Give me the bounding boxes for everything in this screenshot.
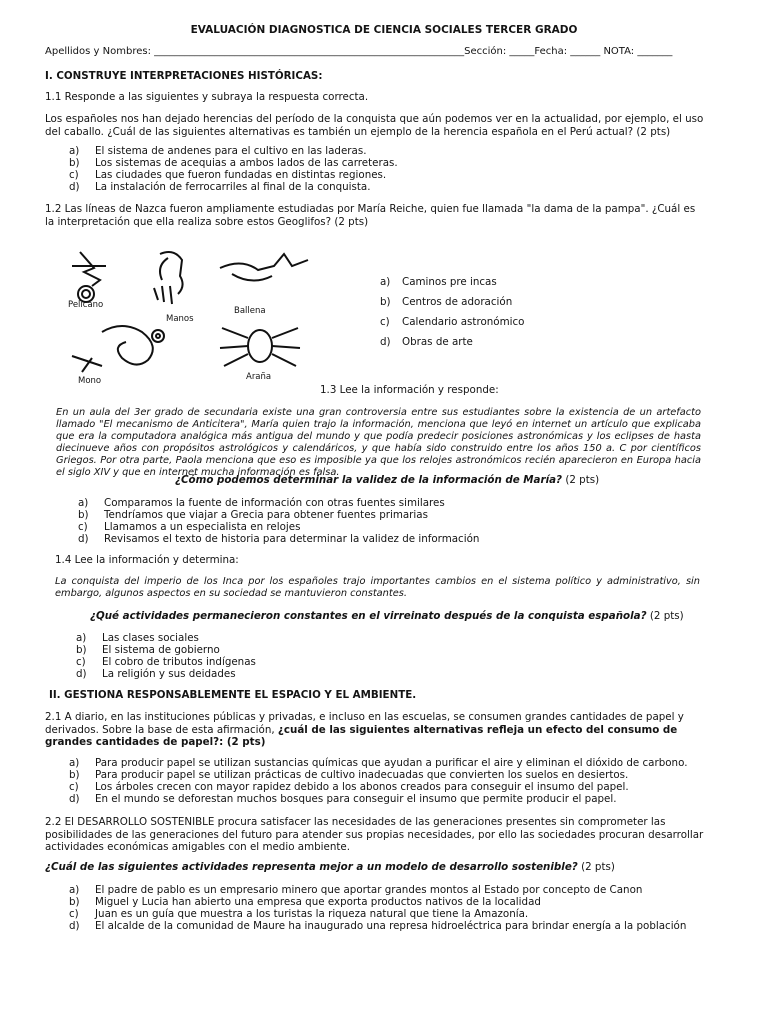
option-item[interactable]: b) Miguel y Lucia han abierto una empresa que exporta productos nativos de la localidad: [69, 896, 541, 909]
option-item[interactable]: c) Calendario astronómico: [380, 316, 525, 328]
option-item[interactable]: b) Tendríamos que viajar a Grecia para obtener fuentes primarias: [78, 509, 428, 522]
q1-2-options: [380, 276, 524, 356]
q2-2-options: [69, 884, 729, 933]
figure-label-manos: Manos: [166, 314, 194, 324]
q1-4-options: [76, 632, 716, 681]
option-item[interactable]: b) Los sistemas de acequias a ambos lados de las carreteras.: [69, 157, 398, 170]
option-item[interactable]: d) La religión y sus deidades: [76, 668, 236, 681]
option-item[interactable]: c) Los árboles crecen con mayor rapidez debido a los abonos creados para conseguir el insumo del papel.: [69, 781, 629, 794]
nazca-figure: [62, 246, 312, 388]
option-item[interactable]: a) El padre de pablo es un empresario minero que aportar grandes montos al Estado por concepto de Canon: [69, 884, 643, 896]
option-item[interactable]: d) El alcalde de la comunidad de Maure ha inaugurado una represa hidroeléctrica para brindar energía a la población: [69, 920, 687, 933]
option-item[interactable]: c) El cobro de tributos indígenas: [76, 656, 256, 669]
q1-4-question: ¿Qué actividades permanecieron constantes en el virreinato después de la conquista española? (2 pts): [90, 610, 684, 622]
q2-2-text: 2.2 El DESARROLLO SOSTENIBLE procura satisfacer las necesidades de las generaciones presentes sin comprometer las posibilidades de las generaciones del futuro para atender sus propias necesidades, por ello las sociedades procuran desarrollar actividades económicas amigables con el medio ambiente.: [45, 816, 704, 854]
option-item[interactable]: a) Para producir papel se utilizan sustancias químicas que ayudan a purificar el aire y eliminan el dióxido de carbono.: [69, 757, 688, 769]
q2-1-options: [69, 757, 709, 806]
section2-heading: II. GESTIONA RESPONSABLEMENTE EL ESPACIO Y EL AMBIENTE.: [49, 689, 417, 701]
option-item[interactable]: b) El sistema de gobierno: [76, 644, 220, 657]
figure-label-arana: Araña: [246, 372, 272, 382]
figure-label-mono: Mono: [78, 376, 102, 386]
option-item[interactable]: c) Llamamos a un especialista en relojes: [78, 521, 301, 534]
option-item[interactable]: a) El sistema de andenes para el cultivo en las laderas.: [69, 145, 367, 157]
option-item[interactable]: a) Caminos pre incas: [380, 276, 497, 288]
q1-2-text: 1.2 Las líneas de Nazca fueron ampliamente estudiadas por María Reiche, quien fue llamada "la dama de la pampa". ¿Cuál es la interpretación que ella realiza sobre estos Geoglifos? (2 pts): [45, 203, 696, 228]
option-item[interactable]: b) Para producir papel se utilizan prácticas de cultivo inadecuadas que convierten los suelos en desiertos.: [69, 769, 629, 782]
section1-heading: I. CONSTRUYE INTERPRETACIONES HISTÓRICAS:: [45, 70, 323, 82]
q1-4-reading: La conquista del imperio de los Inca por los españoles trajo importantes cambios en el sistema político y administrativo, sin embargo, algunos aspectos en su sociedad se mantuvieron constantes.: [55, 576, 700, 599]
q1-3-options: [78, 497, 718, 546]
q1-1-title: 1.1 Responde a las siguientes y subraya la respuesta correcta.: [45, 91, 369, 103]
option-item[interactable]: a) Las clases sociales: [76, 632, 199, 644]
option-item[interactable]: b) Centros de adoración: [380, 296, 513, 308]
q1-3-title: 1.3 Lee la información y responde:: [320, 384, 499, 396]
q1-1-options: [69, 145, 709, 194]
q2-1-text: 2.1 A diario, en las instituciones públicas y privadas, e incluso en las escuelas, se consumen grandes cantidades de papel y derivados. Sobre la base de esta afirmación, ¿cuál de las siguientes alternativas refleja un efecto del consumo de grandes cantidades de papel?: (2 pts): [45, 711, 684, 749]
q2-2-question: ¿Cuál de las siguientes actividades representa mejor a un modelo de desarrollo sostenible? (2 pts): [45, 861, 615, 873]
option-item[interactable]: d) La instalación de ferrocarriles al final de la conquista.: [69, 181, 371, 194]
page-title: EVALUACIÓN DIAGNOSTICA DE CIENCIA SOCIALES TERCER GRADO: [190, 24, 578, 36]
q1-3-reading: En un aula del 3er grado de secundaria existe una gran controversia entre sus estudiantes sobre la existencia de un artefacto llamado "El mecanismo de Anticitera", María quien trajo la información, menciona que leyó en internet un artículo que explicaba que era la computadora analógica más antigua del mundo y que podía predecir posiciones astronómicas y los eclipses de hasta diecinueve años con propósitos astrológicos y calendáricos, y que había sido construido entre los años 150 a. C por científicos Griegos. Por otra parte, Paola menciona que eso es imposible ya que los relojes astronómicos recién aparecieron en Europa hacia el siglo XIV y que en internet mucha información es falsa.: [56, 407, 701, 478]
q1-3-question: ¿Cómo podemos determinar la validez de la información de María? (2 pts): [175, 474, 600, 486]
option-item[interactable]: c) Juan es un guía que muestra a los turistas la riqueza natural que tiene la Amazonía.: [69, 908, 529, 921]
q1-4-title: 1.4 Lee la información y determina:: [55, 554, 239, 566]
option-item[interactable]: c) Las ciudades que fueron fundadas en distintas regiones.: [69, 169, 387, 182]
figure-label-pelicano: Pelicano: [68, 300, 104, 310]
option-item[interactable]: d) En el mundo se deforestan muchos bosques para conseguir el insumo que permite producir el papel.: [69, 793, 617, 806]
student-info-line: Apellidos y Nombres: ______________________________________________________________Sección: _____Fecha: ______ NOTA: _______: [45, 46, 673, 57]
option-item[interactable]: d) Obras de arte: [380, 336, 473, 348]
figure-label-ballena: Ballena: [234, 306, 266, 316]
q1-1-text: Los españoles nos han dejado herencias del período de la conquista que aún podemos ver en la actualidad, por ejemplo, el uso del caballo. ¿Cuál de las siguientes alternativas es también un ejemplo de la herencia española en el Perú actual? (2 pts): [45, 113, 704, 138]
option-item[interactable]: a) Comparamos la fuente de información con otras fuentes similares: [78, 497, 445, 509]
option-item[interactable]: d) Revisamos el texto de historia para determinar la validez de información: [78, 533, 480, 546]
